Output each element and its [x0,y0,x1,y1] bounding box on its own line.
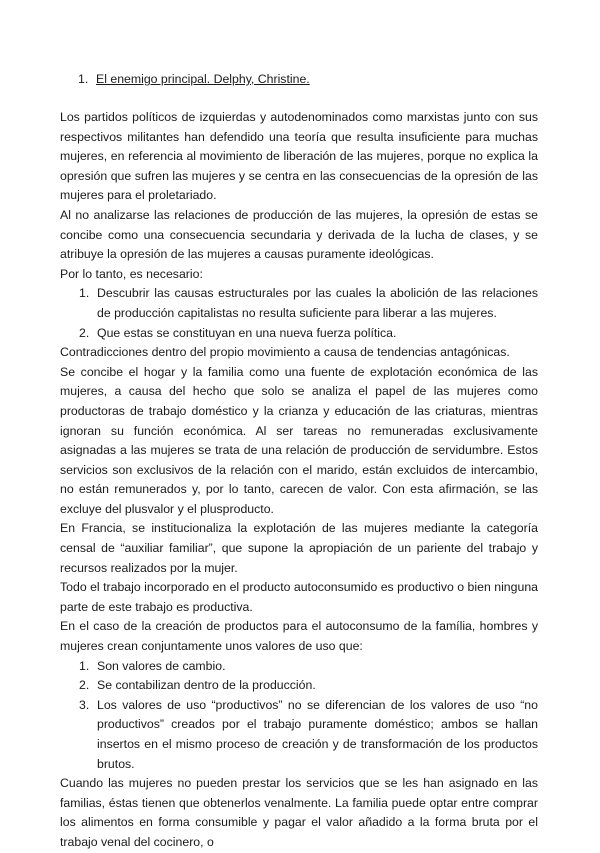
section-number: 1. [78,72,89,86]
list-item-text: Que estas se constituyan en una nueva fuerza política. [97,325,397,340]
list-item-text: Descubrir las causas estructurales por las cuales la abolición de las relaciones de producción capitalistas no resulta suficiente para liberar a las mujeres. [97,286,538,320]
paragraph: En Francia, se institucionaliza la explotación de las mujeres mediante la categoría censal de “auxiliar familiar”, que supone la apropiación de un pariente del trabajo y recursos realizados por la mujer. [60,521,538,575]
paragraph: Cuando las mujeres no pueden prestar los servicios que se les han asignado en las familias, éstas tienen que obtenerlos venalmente. La familia puede optar entre comprar los alimentos en forma consumible y pagar el valor añadido a la forma bruta por el trabajo venal del cocinero, o [60,776,538,849]
paragraph: Por lo tanto, es necesario: [60,266,203,281]
list-item [60,657,538,677]
list-item [60,324,538,344]
list-item [60,696,538,774]
numbered-list [60,284,538,343]
paragraph: Al no analizarse las relaciones de producción de las mujeres, la opresión de estas se concibe como una consecuencia secundaria y derivada de la lucha de clases, y se atribuye la opresión de las mujeres a causas puramente ideológicas. [60,207,538,262]
list-item [60,284,538,323]
paragraph: Los partidos políticos de izquierdas y autodenominados como marxistas junto con sus respectivos militantes han defendido una teoría que resulta insuficiente para muchas mujeres, en referencia al movimiento de liberación de las mujeres, porque no explica la opresión que sufren las mujeres y se centra en las consecuencias de la opresión de las mujeres para el proletariado. [60,110,538,203]
list-item-number: 2. [79,678,90,693]
list-item-number: 3. [79,697,90,712]
paragraph: Contradicciones dentro del propio movimiento a causa de tendencias antagónicas. [60,345,510,360]
paragraph: Todo el trabajo incorporado en el producto autoconsumido es productivo o bien ninguna parte de este trabajo es productiva. [60,580,538,614]
numbered-list [60,657,538,775]
list-item-number: 1. [79,658,90,673]
paragraph: Se concibe el hogar y la familia como una fuente de explotación económica de las mujeres, a causa del hecho que solo se analiza el papel de las mujeres como productoras de trabajo doméstico y la crianza y educación de las criaturas, mientras ignoran su función económica. Al ser tareas no remuneradas exclusivamente asignadas a las mujeres se trata de una relación de producción de servidumbre. Estos servicios son exclusivos de la relación con el marido, están excluidos de intercambio, no están remunerados y, por lo tanto, carecen de valor. Con esta afirmación, se las excluye del plusvalor y el plusproducto. [60,364,538,516]
list-item-text: Son valores de cambio. [97,658,226,673]
list-item [60,676,538,696]
paragraph: En el caso de la creación de productos para el autoconsumo de la família, hombres y mujeres crean conjuntamente unos valores de uso que: [60,619,538,654]
list-item-number: 2. [79,325,90,340]
list-item-number: 1. [79,286,90,301]
document-body [60,108,538,853]
section-title [78,72,310,86]
section-title-text: El enemigo principal. Delphy, Christine. [96,72,310,86]
list-item-text: Se contabilizan dentro de la producción. [97,678,316,693]
list-item-text: Los valores de uso “productivos” no se diferencian de los valores de uso “no productivos” creados por el trabajo puramente doméstico; ambos se hallan insertos en el mismo proceso de creación y de transformación de los productos brutos. [97,697,538,771]
